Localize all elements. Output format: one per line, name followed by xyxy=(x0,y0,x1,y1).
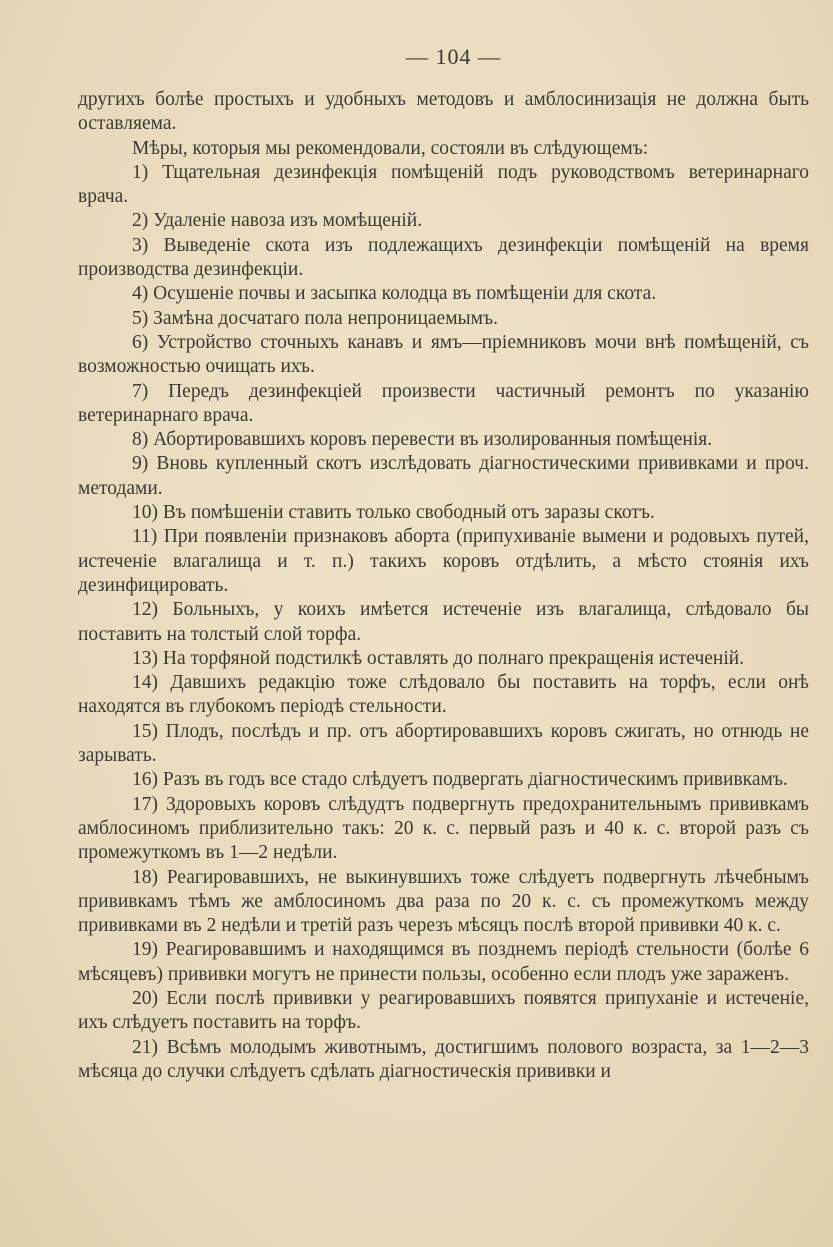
page-number: — 104 — xyxy=(406,44,501,69)
paragraph: 5) Замѣна досчатаго пола непроницаемымъ. xyxy=(132,307,498,329)
paragraph: 13) На торфяной подстилкѣ оставлять до полнаго прекращенія истеченій. xyxy=(132,647,745,669)
paragraph: 14) Давшихъ редакцію тоже слѣдовало бы поставить на торфъ, если онѣ находятся въ глубокомъ періодѣ стельности. xyxy=(78,672,809,718)
paragraph: 16) Разъ въ годъ все стадо слѣдуетъ подвергать діагностическимъ прививкамъ. xyxy=(132,769,788,791)
paragraph: 20) Если послѣ прививки у реагировавшихъ появятся припуханіе и истеченіе, ихъ слѣдуетъ поставить на торфъ. xyxy=(78,987,809,1034)
paragraph: 12) Больныхъ, у коихъ имѣется истеченіе изъ влагалища, слѣдовало бы поставить на толстый слой торфа. xyxy=(78,599,809,645)
paragraph: 21) Всѣмъ молодымъ животнымъ, достигшимъ полового возраста, за 1—2—3 мѣсяца до случки слѣдуетъ сдѣлать діагностическія прививки и xyxy=(78,1036,809,1082)
paragraph: 15) Плодъ, послѣдъ и пр. отъ абортировавшихъ коровъ сжигать, но отнюдь не зарывать. xyxy=(78,720,809,767)
paragraph: 2) Удаленіе навоза изъ момѣщеній. xyxy=(132,210,423,232)
paragraph: 7) Передъ дезинфекціей произвести частичный ремонтъ по указанію ветеринарнаго врача. xyxy=(78,380,809,426)
body-text xyxy=(78,88,809,1084)
paragraph: 10) Въ помѣшеніи ставить только свободный отъ заразы скотъ. xyxy=(132,502,655,524)
paragraph: 9) Вновь купленный скотъ изслѣдовать діагностическими прививками и проч. методами. xyxy=(78,453,809,499)
paragraph: другихъ болѣе простыхъ и удобныхъ методовъ и амблосинизація не должна быть оставляема. xyxy=(78,89,809,135)
paragraph: Мѣры, которыя мы рекомендовали, состояли въ слѣдующемъ: xyxy=(132,137,649,159)
paragraph: 4) Осушеніе почвы и засыпка колодца въ помѣщеніи для скота. xyxy=(132,283,657,305)
paragraph: 11) При появленіи признаковъ аборта (припухиваніе вымени и родовыхъ путей, истеченіе влагалища и т. п.) такихъ коровъ отдѣлить, а мѣсто стоянія ихъ дезинфицировать. xyxy=(78,526,809,596)
paragraph: 8) Абортировавшихъ коровъ перевести въ изолированныя помѣщенія. xyxy=(132,429,713,451)
paragraph: 19) Реагировавшимъ и находящимся въ позднемъ періодѣ стельности (болѣе 6 мѣсяцевъ) прививки могутъ не принести пользы, особенно если плодъ уже зараженъ. xyxy=(78,939,809,985)
paragraph: 18) Реагировавшихъ, не выкинувшихъ тоже слѣдуетъ подвергнуть лѣчебнымъ прививкамъ тѣмъ же амблосиномъ два раза по 20 к. с. съ промежуткомъ между прививками въ 2 недѣли и третій разъ черезъ мѣсяцъ послѣ второй прививки 40 к. с. xyxy=(78,866,809,937)
paragraph: 6) Устройство сточныхъ канавъ и ямъ—пріемниковъ мочи внѣ помѣщеній, съ возможностью очищать ихъ. xyxy=(78,331,809,378)
paragraph: 17) Здоровыхъ коровъ слѣдудтъ подвергнуть предохранительнымъ прививкамъ амблосиномъ приблизительно такъ: 20 к. с. первый разъ и 40 к. с. второй разъ съ промежуткомъ въ 1—2 недѣли. xyxy=(78,793,809,864)
paragraph: 3) Выведеніе скота изъ подлежащихъ дезинфекціи помѣщеній на время производства дезинфекціи. xyxy=(78,234,809,281)
paragraph: 1) Тщательная дезинфекція помѣщеній подъ руководствомъ ветеринарнаго врача. xyxy=(78,161,809,208)
